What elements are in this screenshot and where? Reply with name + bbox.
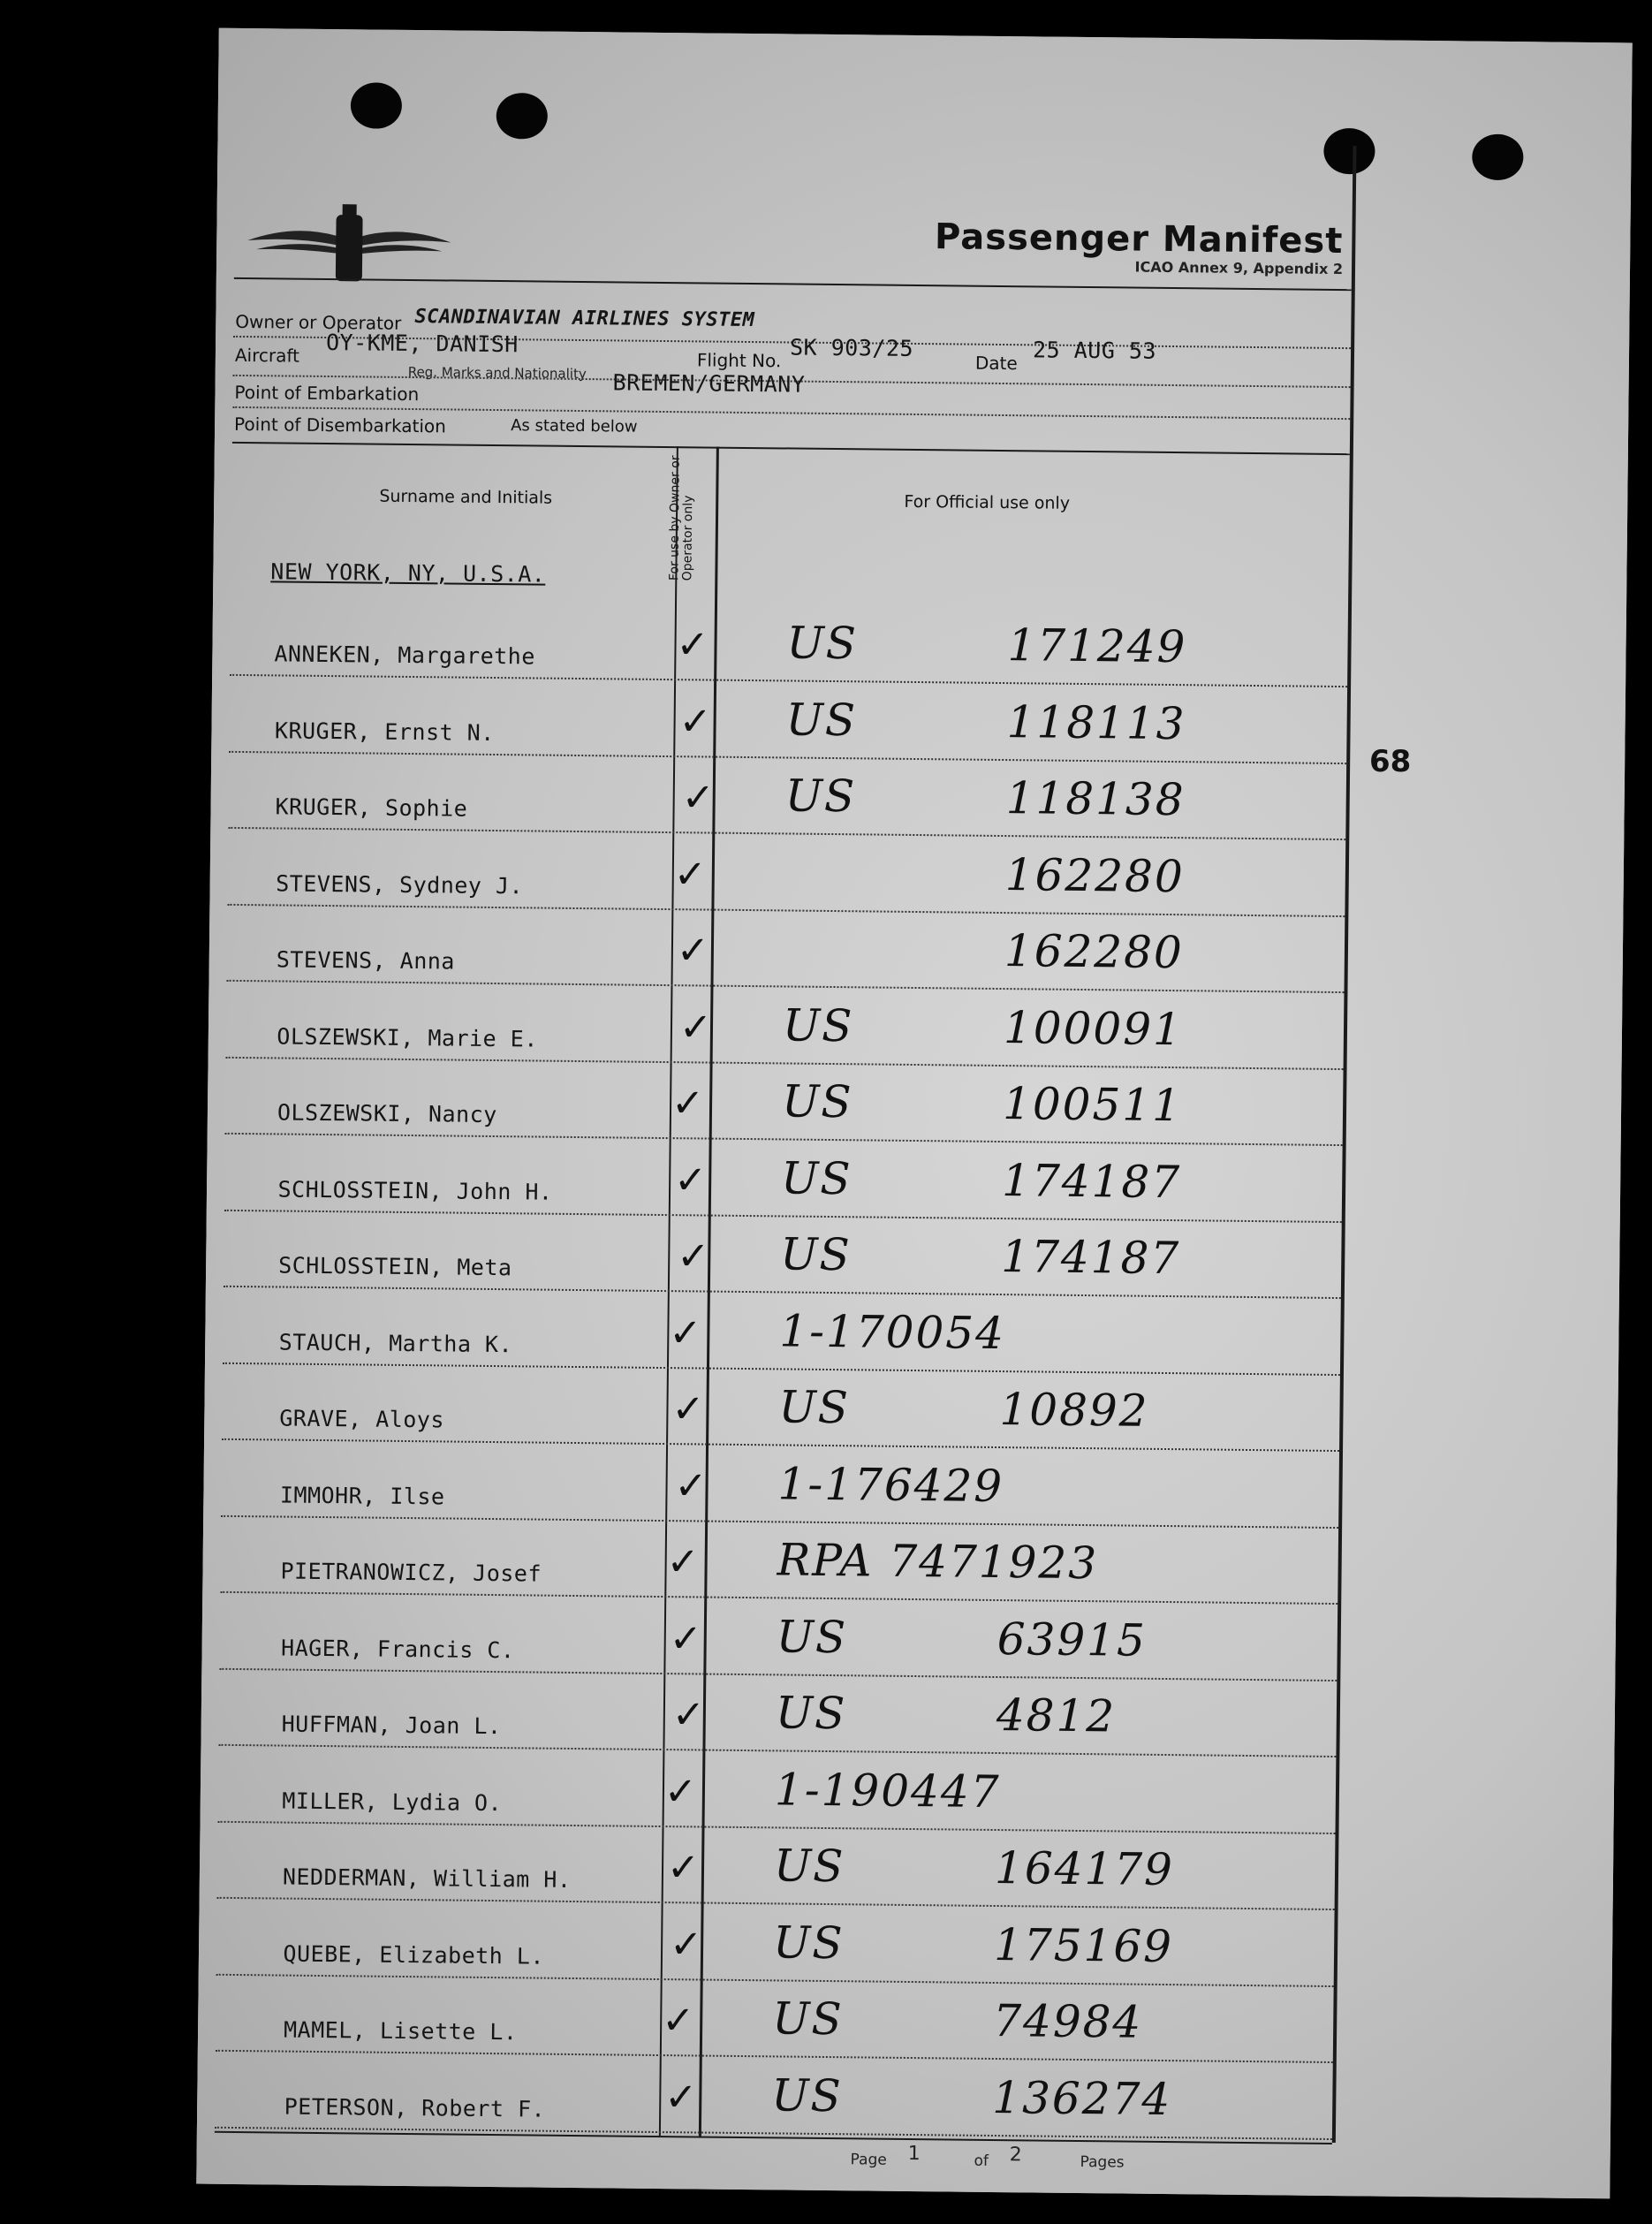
- disembarkation-value: As stated below: [511, 416, 638, 436]
- check-mark-icon: ✓: [677, 1233, 710, 1279]
- official-code: US: [776, 1610, 848, 1663]
- official-code: US: [782, 998, 854, 1051]
- manifest-title: Passenger Manifest: [934, 216, 1344, 262]
- manifest-subtitle: ICAO Annex 9, Appendix 2: [1134, 258, 1344, 278]
- check-mark-icon: ✓: [661, 1998, 695, 2044]
- column-header-name: Surname and Initials: [379, 486, 553, 508]
- check-mark-icon: ✓: [673, 851, 707, 898]
- check-mark-icon: ✓: [678, 698, 712, 745]
- official-number: 164179: [994, 1842, 1175, 1896]
- check-mark-icon: ✓: [678, 1004, 713, 1051]
- passenger-name: SCHLOSSTEIN, John H.: [277, 1175, 553, 1205]
- reg-marks-label: Reg. Marks and Nationality: [407, 363, 587, 383]
- official-number: 171249: [1007, 619, 1187, 673]
- passenger-name: IMMOHR, Ilse: [279, 1482, 445, 1509]
- row-divider: [218, 1744, 1336, 1757]
- official-code: US: [780, 1151, 853, 1204]
- check-mark-icon: ✓: [676, 622, 709, 668]
- check-mark-icon: ✓: [671, 1386, 705, 1432]
- official-code: 1-170054: [779, 1304, 1006, 1359]
- official-code: US: [773, 1840, 845, 1893]
- passenger-name: STAUCH, Martha K.: [278, 1328, 513, 1357]
- official-code: US: [778, 1381, 851, 1434]
- manifest-page: [196, 28, 1632, 2199]
- page-label: Page: [850, 2151, 887, 2169]
- divider: [232, 442, 1350, 455]
- row-divider: [224, 1209, 1342, 1222]
- official-number: 175169: [993, 1918, 1174, 1972]
- passenger-name: NEDDERMAN, William H.: [282, 1863, 572, 1893]
- passenger-name: SCHLOSSTEIN, Meta: [278, 1252, 512, 1281]
- official-code: 1-176429: [777, 1457, 1004, 1512]
- check-mark-icon: ✓: [669, 1921, 703, 1968]
- passenger-name: MAMEL, Lisette L.: [283, 2016, 518, 2046]
- date-label: Date: [974, 352, 1018, 375]
- column-header-official: For Official use only: [904, 491, 1071, 513]
- row-divider: [225, 1133, 1343, 1146]
- date-value: 25 AUG 53: [1032, 337, 1157, 364]
- official-code: US: [780, 1228, 853, 1281]
- passenger-name: MILLER, Lydia O.: [282, 1788, 503, 1816]
- row-divider: [220, 1591, 1338, 1605]
- check-mark-icon: ✓: [663, 1768, 698, 1814]
- owner-value: SCANDINAVIAN AIRLINES SYSTEM: [414, 306, 755, 332]
- official-number: 162280: [1004, 925, 1185, 979]
- embarkation-label: Point of Embarkation: [234, 381, 420, 406]
- row-divider: [227, 903, 1345, 916]
- passenger-name: OLSZEWSKI, Marie E.: [277, 1022, 538, 1052]
- aircraft-label: Aircraft: [234, 344, 300, 367]
- passenger-name: OLSZEWSKI, Nancy: [277, 1099, 497, 1128]
- row-divider: [230, 674, 1347, 687]
- passenger-name: STEVENS, Anna: [276, 946, 456, 975]
- row-divider: [226, 1056, 1344, 1069]
- official-number: 118113: [1006, 695, 1186, 749]
- of-value: 2: [1009, 2144, 1022, 2167]
- official-code: US: [781, 1075, 853, 1128]
- row-divider: [216, 1973, 1334, 1986]
- check-mark-icon: ✓: [673, 1157, 708, 1203]
- of-label: of: [974, 2152, 989, 2170]
- row-divider: [229, 750, 1346, 763]
- passenger-name: KRUGER, Ernst N.: [274, 717, 495, 746]
- punch-hole: [496, 93, 549, 140]
- column-header-operator: For use by Owner or Operator only: [667, 455, 696, 581]
- official-number: 63915: [997, 1613, 1148, 1666]
- official-number: 174187: [1001, 1154, 1182, 1208]
- official-number: 162280: [1004, 848, 1186, 902]
- flight-label: Flight No.: [696, 349, 782, 372]
- check-mark-icon: ✓: [669, 1309, 702, 1355]
- passenger-name: HUFFMAN, Joan L.: [281, 1711, 502, 1740]
- check-mark-icon: ✓: [666, 1845, 701, 1891]
- official-number: 10892: [999, 1384, 1149, 1437]
- passenger-name: PETERSON, Robert F.: [284, 2093, 546, 2122]
- punch-hole: [351, 82, 403, 129]
- official-number: 174187: [1001, 1231, 1181, 1285]
- check-mark-icon: ✓: [664, 2074, 698, 2120]
- passenger-name: ANNEKEN, Margarethe: [274, 641, 536, 670]
- official-number: 4812: [996, 1689, 1117, 1742]
- row-divider: [223, 1362, 1340, 1375]
- official-code: US: [786, 617, 859, 670]
- check-mark-icon: ✓: [676, 928, 710, 974]
- official-code: US: [775, 1687, 847, 1740]
- passenger-name: KRUGER, Sophie: [275, 793, 468, 822]
- page-value: 1: [907, 2142, 921, 2166]
- row-divider: [224, 1286, 1341, 1299]
- official-number: 100091: [1003, 1001, 1184, 1055]
- owner-label: Owner or Operator: [235, 310, 402, 334]
- official-code: RPA 7471923: [777, 1534, 1099, 1590]
- check-mark-icon: ✓: [674, 1462, 708, 1509]
- check-mark-icon: ✓: [671, 1692, 705, 1738]
- row-divider: [217, 1897, 1335, 1910]
- row-divider: [216, 2050, 1333, 2063]
- flight-value: SK 903/25: [789, 334, 914, 361]
- row-divider: [221, 1514, 1338, 1528]
- official-number: 136274: [992, 2071, 1172, 2125]
- official-code: US: [772, 1916, 845, 1969]
- official-number: 74984: [992, 1994, 1143, 2048]
- passenger-name: HAGER, Francis C.: [280, 1635, 515, 1663]
- official-code: US: [771, 1992, 844, 2046]
- destination-heading: NEW YORK, NY, U.S.A.: [270, 558, 546, 588]
- check-mark-icon: ✓: [666, 1539, 700, 1585]
- page-number: 68: [1369, 744, 1412, 779]
- row-divider: [218, 1820, 1336, 1833]
- check-mark-icon: ✓: [669, 1615, 702, 1662]
- official-code: US: [771, 2068, 844, 2122]
- official-code: US: [785, 693, 858, 746]
- embarkation-value: BREMEN/GERMANY: [612, 369, 806, 398]
- official-code: 1-190447: [774, 1763, 1001, 1818]
- passenger-name: QUEBE, Elizabeth L.: [283, 1940, 545, 1970]
- punch-hole: [1323, 128, 1375, 175]
- passenger-name: STEVENS, Sydney J.: [276, 869, 524, 899]
- check-mark-icon: ✓: [681, 775, 715, 821]
- check-mark-icon: ✓: [671, 1081, 705, 1127]
- row-divider: [227, 980, 1345, 993]
- pages-label: Pages: [1080, 2153, 1125, 2172]
- aircraft-value: OY-KME, DANISH: [325, 329, 519, 358]
- punch-hole: [1472, 134, 1524, 181]
- official-number: 118138: [1005, 772, 1186, 826]
- row-divider: [222, 1438, 1339, 1452]
- official-number: 100511: [1002, 1078, 1183, 1132]
- official-code: US: [784, 770, 857, 823]
- passenger-name: PIETRANOWICZ, Josef: [280, 1558, 542, 1587]
- row-divider: [219, 1667, 1337, 1681]
- disembarkation-label: Point of Disembarkation: [234, 413, 447, 437]
- row-divider: [228, 827, 1345, 840]
- passenger-name: GRAVE, Aloys: [279, 1405, 445, 1433]
